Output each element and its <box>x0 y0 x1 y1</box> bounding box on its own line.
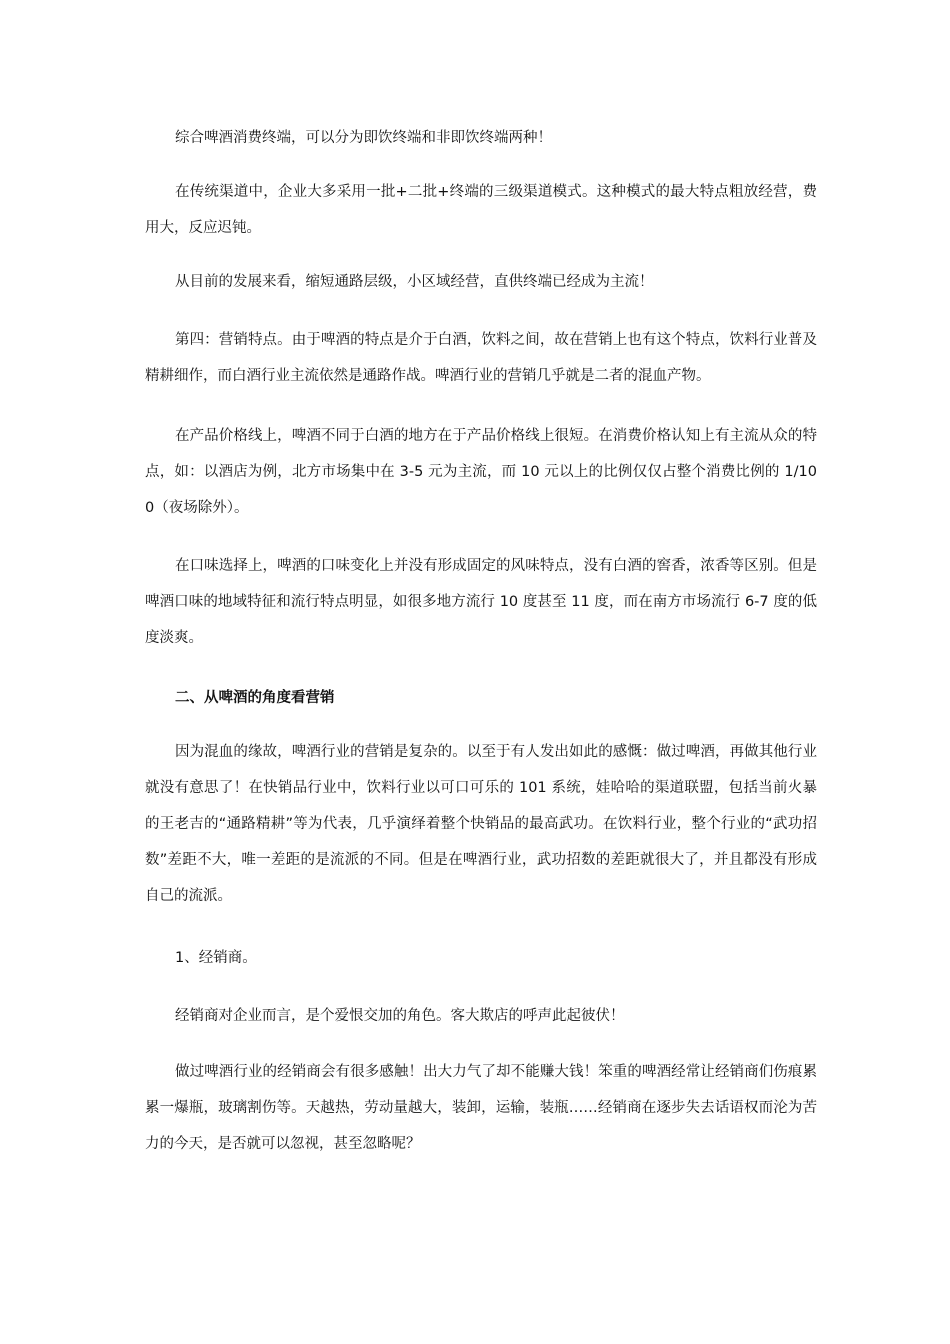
paragraph-current-trend: 从目前的发展来看，缩短通路层级，小区域经营，直供终端已经成为主流！ <box>175 274 654 290</box>
subheading-distributor: 1、经销商。 <box>175 950 257 966</box>
paragraph-marketing-features: 第四：营销特点。由于啤酒的特点是介于白酒，饮料之间，故在营销上也有这个特点，饮料行业普及精耕细作，而白酒行业主流依然是通路作战。啤酒行业的营销几乎就是二者的混血产物。 <box>145 332 817 384</box>
paragraph-taste: 在口味选择上，啤酒的口味变化上并没有形成固定的风味特点，没有白酒的窖香，浓香等区别。但是啤酒口味的地域特征和流行特点明显，如很多地方流行 10 度甚至 11 度，而在南方市场流行 6-7 度的低度淡爽。 <box>145 558 817 646</box>
paragraph-distributor-experience: 做过啤酒行业的经销商会有很多感触！出大力气了却不能赚大钱！笨重的啤酒经常让经销商们伤痕累累一爆瓶，玻璃割伤等。天越热，劳动量越大，装卸，运输，装瓶……经销商在逐步失去话语权而沦为苦力的今天，是否就可以忽视，甚至忽略呢？ <box>145 1064 817 1152</box>
paragraph-distributor-role: 经销商对企业而言，是个爱恨交加的角色。客大欺店的呼声此起彼伏！ <box>175 1008 625 1024</box>
paragraph-mixed-blood: 因为混血的缘故，啤酒行业的营销是复杂的。以至于有人发出如此的感慨：做过啤酒，再做其他行业就没有意思了！在快销品行业中，饮料行业以可口可乐的 101 系统，娃哈哈的渠道联盟，包括当前火暴的王老吉的“通路精耕”等为代表，几乎演绎着整个快销品的最高武功。在饮料行业，整个行业的“武功招数”差距不大，唯一差距的是流派的不同。但是在啤酒行业，武功招数的差距就很大了，并且都没有形成自己的流派。 <box>145 744 817 904</box>
paragraph-terminal-types: 综合啤酒消费终端，可以分为即饮终端和非即饮终端两种！ <box>175 130 552 146</box>
paragraph-price-line: 在产品价格线上，啤酒不同于白酒的地方在于产品价格线上很短。在消费价格认知上有主流从众的特点，如：以酒店为例，北方市场集中在 3-5 元为主流，而 10 元以上的比例仅仅占整个消费比例的 1/100（夜场除外）。 <box>145 428 817 516</box>
paragraph-traditional-channel: 在传统渠道中，企业大多采用一批+二批+终端的三级渠道模式。这种模式的最大特点粗放经营，费用大，反应迟钝。 <box>145 184 817 236</box>
section-heading: 二、从啤酒的角度看营销 <box>175 690 335 706</box>
